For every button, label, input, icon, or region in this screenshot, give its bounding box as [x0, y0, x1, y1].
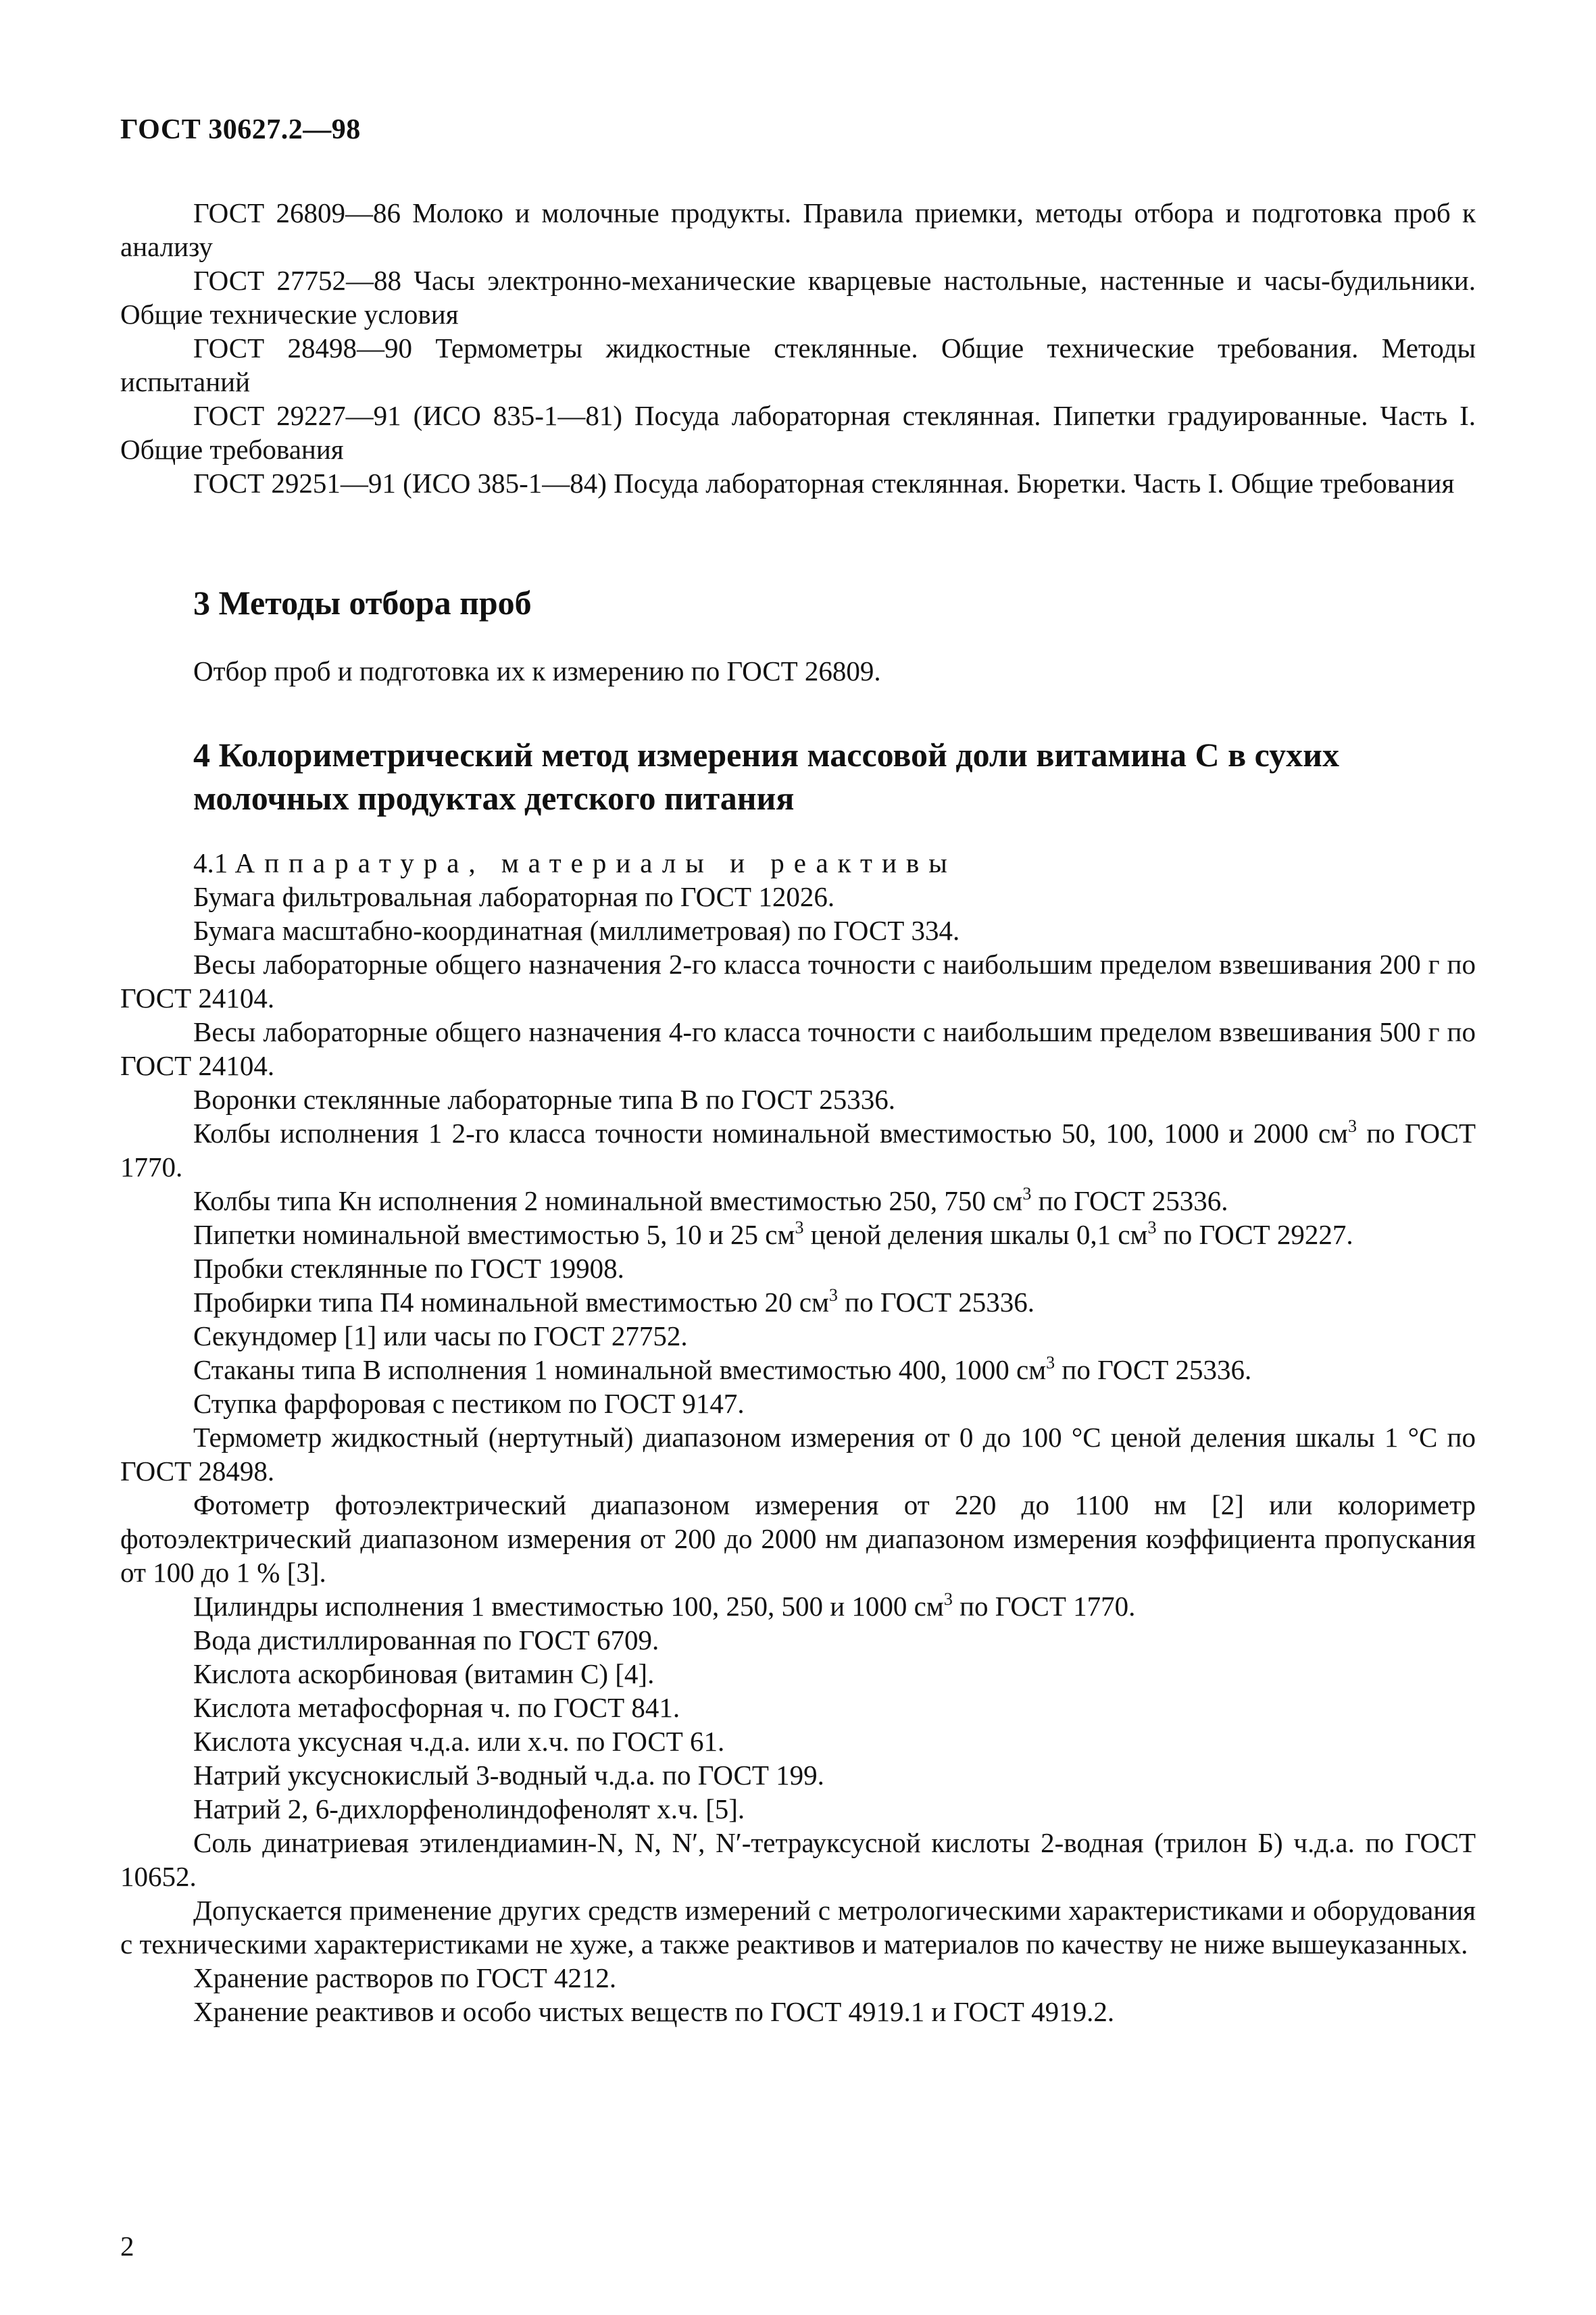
- equipment-item: Бумага масштабно-координатная (миллиметровая) по ГОСТ 334.: [193, 915, 960, 946]
- equipment-item: Весы лабораторные общего назначения 2-го класса точности с наибольшим пределом взвешивания 200 г по ГОСТ 24104.: [120, 949, 1476, 1014]
- reference-item: ГОСТ 26809—86 Молоко и молочные продукты. Правила приемки, методы отбора и подготовка проб к анализу: [120, 197, 1476, 262]
- reference-item: ГОСТ 27752—88 Часы электронно-механические кварцевые настольные, настенные и часы-будильники. Общие технические условия: [120, 265, 1476, 330]
- section-3-heading: 3 Методы отбора проб: [193, 584, 532, 622]
- equipment-item: Воронки стеклянные лабораторные типа В по ГОСТ 25336.: [193, 1084, 896, 1115]
- substitution-note: Допускается применение других средств измерений с метрологическими характеристиками и оборудования с техническими характеристиками не хуже, а также реактивов и материалов по качеству не ниже вышеуказанных.: [120, 1895, 1476, 1960]
- equipment-item: Секундомер [1] или часы по ГОСТ 27752.: [193, 1320, 688, 1351]
- equipment-item: Ступка фарфоровая с пестиком по ГОСТ 9147.: [193, 1388, 745, 1419]
- equipment-item: Фотометр фотоэлектрический диапазоном измерения от 220 до 1100 нм [2] или колориметр фотоэлектрический диапазоном измерения от 200 до 2000 нм диапазоном измерения коэффициента пропускания от 100 до 1 % [3].: [120, 1489, 1476, 1588]
- equipment-item-flasks: Колбы исполнения 1 2-го класса точности номинальной вместимостью 50, 100, 1000 и 2000 $см^3$ по ГОСТ 1770.: [120, 1116, 1476, 1183]
- equipment-item: Пробки стеклянные по ГОСТ 19908.: [193, 1253, 624, 1284]
- equipment-item: Бумага фильтровальная лабораторная по ГОСТ 12026.: [193, 881, 835, 912]
- section-4-heading: 4 Колориметрический метод измерения массовой доли витамина С в сухих молочных продуктах детского питания: [193, 736, 1339, 817]
- equipment-item-flasks-kn: Колбы типа Кн исполнения 2 номинальной вместимостью 250, 750 $см^3$ по ГОСТ 25336.: [193, 1184, 1228, 1216]
- normative-references: [120, 196, 1476, 500]
- reagent-item: Кислота аскорбиновая (витамин С) [4].: [193, 1658, 655, 1689]
- section-3-text: Отбор проб и подготовка их к измерению по ГОСТ 26809.: [193, 655, 881, 687]
- reagent-item: Соль динатриевая этилендиамин-N, N, N′, N′-тетрауксусной кислоты 2-водная (трилон Б) ч.д.а. по ГОСТ 10652.: [120, 1827, 1476, 1892]
- subsection-heading: [120, 846, 1476, 880]
- document-header: ГОСТ 30627.2—98: [120, 114, 361, 145]
- equipment-item-beakers: Стаканы типа В исполнения 1 номинальной вместимостью 400, 1000 $см^3$ по ГОСТ 25336.: [193, 1353, 1252, 1385]
- subsection-title: Аппаратура, материалы и реактивы: [234, 847, 957, 878]
- reagent-item: Кислота метафосфорная ч. по ГОСТ 841.: [193, 1692, 680, 1723]
- reagent-item: Натрий уксуснокислый 3-водный ч.д.а. по ГОСТ 199.: [193, 1760, 824, 1791]
- storage-note: Хранение реактивов и особо чистых веществ по ГОСТ 4919.1 и ГОСТ 4919.2.: [193, 1996, 1115, 2027]
- equipment-item-pipettes: Пипетки номинальной вместимостью 5, 10 и 25 $см^3$ ценой деления шкалы 0,1 $см^3$ по ГОСТ 29227.: [193, 1218, 1353, 1250]
- reference-item: ГОСТ 29251—91 (ИСО 385-1—84) Посуда лабораторная стеклянная. Бюретки. Часть I. Общие требования: [193, 468, 1455, 499]
- equipment-item-cylinders: Цилиндры исполнения 1 вместимостью 100, 250, 500 и 1000 $см^3$ по ГОСТ 1770.: [193, 1589, 1136, 1622]
- page-number: 2: [120, 2231, 134, 2262]
- reagent-item: Вода дистиллированная по ГОСТ 6709.: [193, 1624, 659, 1656]
- reference-item: ГОСТ 29227—91 (ИСО 835-1—81) Посуда лабораторная стеклянная. Пипетки градуированные. Часть I. Общие требования: [120, 400, 1476, 465]
- section-3-body: [120, 654, 1476, 688]
- equipment-item: Термометр жидкостный (нертутный) диапазоном измерения от 0 до 100 °С ценой деления шкалы 1 °С по ГОСТ 28498.: [120, 1422, 1476, 1487]
- equipment-item: Весы лабораторные общего назначения 4-го класса точности с наибольшим пределом взвешивания 500 г по ГОСТ 24104.: [120, 1016, 1476, 1081]
- storage-note: Хранение растворов по ГОСТ 4212.: [193, 1962, 617, 1993]
- section-4-body: [120, 846, 1476, 2028]
- reference-item: ГОСТ 28498—90 Термометры жидкостные стеклянные. Общие технические требования. Методы испытаний: [120, 332, 1476, 397]
- reagent-item: Кислота уксусная ч.д.а. или х.ч. по ГОСТ 61.: [193, 1726, 725, 1757]
- reagent-item: Натрий 2, 6-дихлорфенолиндофенолят х.ч. [5].: [193, 1793, 745, 1824]
- subsection-number: 4.1: [193, 847, 228, 878]
- equipment-item-tubes: Пробирки типа П4 номинальной вместимостью 20 $см^3$ по ГОСТ 25336.: [193, 1285, 1035, 1318]
